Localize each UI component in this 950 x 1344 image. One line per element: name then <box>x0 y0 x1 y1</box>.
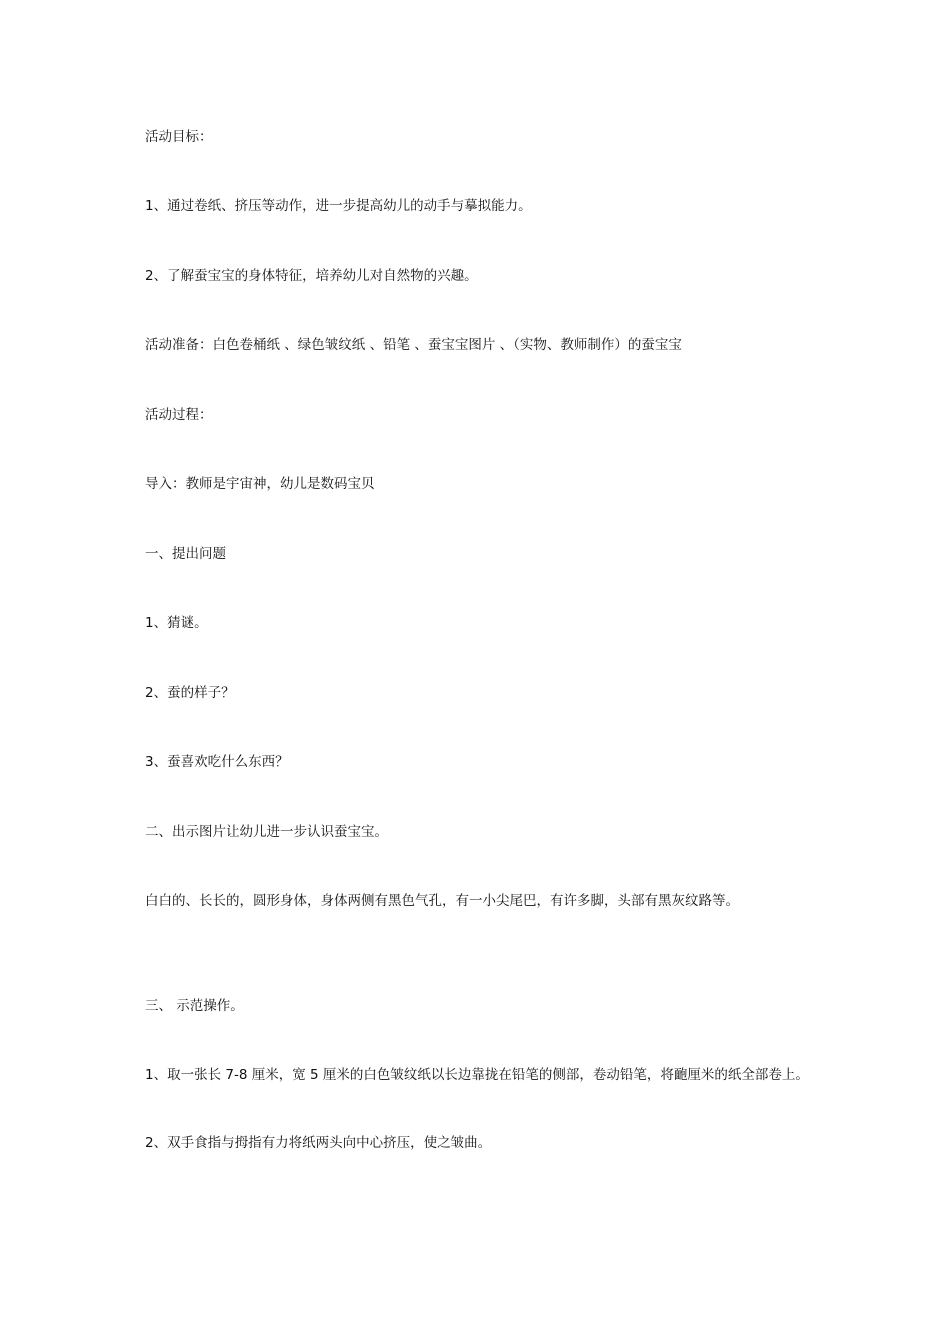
intro-paragraph: 导入：教师是宇宙神，幼儿是数码宝贝 <box>145 476 375 492</box>
question-item-2: 2、蚕的样子？ <box>145 685 235 701</box>
question-item-3: 3、蚕喜欢吃什么东西？ <box>145 754 289 770</box>
step-heading-3: 三、 示范操作。 <box>145 998 244 1014</box>
step-heading-2: 二、出示图片让幼儿进一步认识蚕宝宝。 <box>145 824 388 840</box>
preparation-paragraph: 活动准备：白色卷桶纸 、绿色皱纹纸 、铅笔 、蚕宝宝图片 、（实物、教师制作）的蚕宝宝 <box>145 337 682 353</box>
question-item-1: 1、猜谜。 <box>145 615 208 631</box>
goal-item-2: 2、了解蚕宝宝的身体特征，培养幼儿对自然物的兴趣。 <box>145 268 478 284</box>
section-heading-process: 活动过程： <box>145 407 213 423</box>
step-heading-1: 一、提出问题 <box>145 546 226 562</box>
operation-step-1: 1、取一张长 7-8 厘米，宽 5 厘米的白色皱纹纸以长边靠拢在铅笔的侧部，卷动铅笔，将靤厘米的纸全部卷上。 <box>145 1067 809 1083</box>
goal-item-1: 1、通过卷纸、挤压等动作，进一步提高幼儿的动手与摹拟能力。 <box>145 198 532 214</box>
description-paragraph: 白白的、长长的，圆形身体，身体两侧有黑色气孔，有一小尖尾巴，有许多脚，头部有黑灰纹路等。 <box>145 893 739 909</box>
section-heading-goals: 活动目标： <box>145 129 213 145</box>
operation-step-2: 2、双手食指与拇指有力将纸两头向中心挤压，使之皱曲。 <box>145 1135 492 1151</box>
